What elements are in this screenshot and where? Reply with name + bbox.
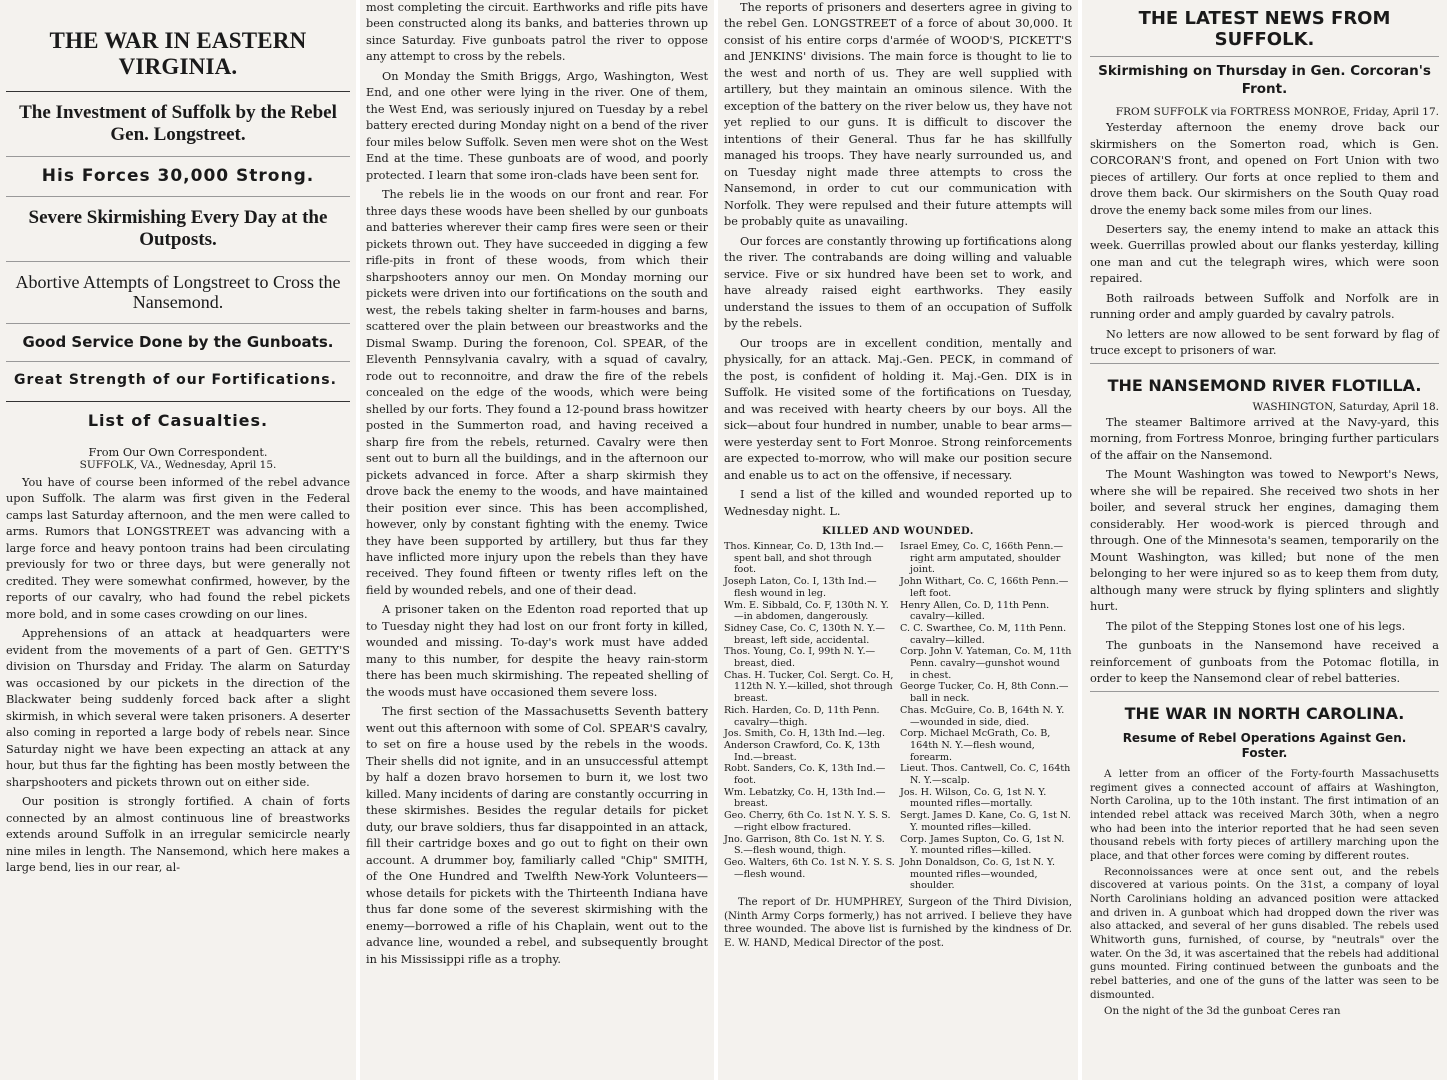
article-body	[366, 0, 708, 968]
article-body	[6, 475, 350, 877]
paragraph: Deserters say, the enemy intend to make an attack this week. Guerrillas prowled about our flanks yesterday, killing one man and cut the telegraph wires, which were soon repaired.	[1090, 223, 1439, 286]
byline: From Our Own Correspondent.	[88, 445, 268, 459]
article-body	[1090, 415, 1439, 688]
casualty-entry: Thos. Young, Co. I, 99th N. Y.—breast, died.	[724, 646, 876, 670]
casualty-entry: Chas. H. Tucker, Col. Sergt. Co. H, 112th N. Y.—killed, shot through breast.	[724, 669, 894, 705]
paragraph: Both railroads between Suffolk and Norfolk are in running order and amply guarded by cavalry patrols.	[1090, 291, 1439, 322]
casualty-entry: Israel Emey, Co. C, 166th Penn.—right arm amputated, shoulder joint.	[900, 541, 1064, 576]
casualty-list-title: KILLED AND WOUNDED.	[822, 526, 974, 538]
article-footnote	[724, 896, 1072, 951]
paragraph: The gunboats in the Nansemond have received a reinforcement of gunboats from the Potomac flotilla, in order to keep the Nansemond clear of rebel batteries.	[1090, 639, 1439, 686]
paragraph: On the night of the 3d the gunboat Ceres ran	[1104, 1004, 1341, 1017]
deck-forces: His Forces 30,000 Strong.	[6, 157, 350, 198]
column-1	[0, 0, 356, 1080]
column-4	[1082, 0, 1447, 1080]
paragraph: Reconnoissances were at once sent out, and the rebels discovered at various points. On the 31st, a company of loyal North Carolinians holding an advanced position were attacked and driven in. A gunboat which had dropped down the river was also attacked, and several of her guns disabled. The rebels used Whitworth guns, furnished, of course, by "neutrals" over the water. On the 3d, it was ascertained that the rebels had additional guns mounted. Firing continued between the gunboats and the rebel batteries, and one of the guns of the latter was seen to be dismounted.	[1090, 865, 1439, 1001]
north-carolina-headline: THE WAR IN NORTH CAROLINA.	[1090, 691, 1439, 729]
deck-skirmishing: Severe Skirmishing Every Day at the Outposts.	[6, 197, 350, 262]
casualty-entry: John Withart, Co. C, 166th Penn.—left foot.	[900, 576, 1069, 599]
casualty-entry: Geo. Cherry, 6th Co. 1st N. Y. S. S.—right elbow fractured.	[724, 810, 891, 833]
casualty-entry: Anderson Crawford, Co. K, 13th Ind.—breast.	[724, 739, 881, 763]
deck-fortifications: Great Strength of our Fortifications.	[6, 362, 350, 401]
deck-gunboats: Good Service Done by the Gunboats.	[6, 324, 350, 362]
casualty-entry: Geo. Walters, 6th Co. 1st N. Y. S. S.—flesh wound.	[724, 857, 895, 880]
deck-investment: The Investment of Suffolk by the Rebel Gen. Longstreet.	[6, 92, 350, 157]
casualty-entry: Jno. Garrison, 8th Co. 1st N. Y. S. S.—flesh wound, thigh.	[724, 833, 885, 857]
casualty-entry: C. C. Swarthee, Co. M, 11th Penn. cavalry—killed.	[900, 622, 1067, 646]
casualty-column-right	[900, 541, 1072, 892]
casualty-entry: Wm. Lebatzky, Co. H, 13th Ind.—breast.	[724, 786, 886, 810]
main-headline: THE WAR IN EASTERN VIRGINIA.	[6, 4, 350, 92]
article-body	[1090, 768, 1439, 1018]
casualty-entry: Sidney Case, Co. C, 130th N. Y.—breast, left side, accidental.	[724, 622, 886, 646]
column-3	[718, 0, 1078, 1080]
paragraph: The report of Dr. HUMPHREY, Surgeon of the Third Division, (Ninth Army Corps formerly,) has not arrived. I believe they have three wounded. The above list is furnished by the kindness of Dr. E. W. HAND, Medical Director of the post.	[724, 896, 1072, 950]
casualty-entry: John Donaldson, Co. G, 1st N. Y. mounted rifles—wounded, shoulder.	[900, 857, 1056, 892]
paragraph: I send a list of the killed and wounded reported up to Wednesday night. L.	[724, 488, 1072, 518]
casualty-entry: Corp. Michael McGrath, Co. B, 164th N. Y.—flesh wound, forearm.	[900, 728, 1051, 763]
paragraph: The steamer Baltimore arrived at the Navy-yard, this morning, from Fortress Monroe, bringing further particulars of the affair on the Nansemond.	[1090, 415, 1439, 462]
flotilla-headline: THE NANSEMOND RIVER FLOTILLA.	[1090, 363, 1439, 401]
paragraph: most completing the circuit. Earthworks and rifle pits have been constructed along its banks, and batteries thrown up since Saturday. Five gunboats patrol the river to oppose any attempt to cross by the rebels.	[366, 1, 708, 64]
article-body	[724, 0, 1072, 520]
paragraph: Our troops are in excellent condition, mentally and physically, for an attack. Maj.-Gen. PECK, in command of the post, is confident of holding it. Maj.-Gen. DIX is in Suffolk. He visited some of the fortifications on Tuesday, and was received with hearty cheers by our boys. All the sick—about four hundred in number, unable to bear arms—were yesterday sent to Fort Monroe. Strong reinforcements are expected to-morrow, who will make our position secure and enable us to act on the offensive, if necessary.	[724, 336, 1072, 482]
paragraph: You have of course been informed of the rebel advance upon Suffolk. The alarm was first given in the Federal camps last Saturday afternoon, and the men were called to arms. Rumors that LONGSTREET was advancing with a large force and heavy pontoon trains had been circulating previously for two or three days, but were generally not credited. They were somewhat confirmed, however, by the reports of our cavalry, who had found the rebel pickets more bold, and in some cases crowding on our lines.	[6, 475, 350, 621]
column-2	[360, 0, 714, 1080]
casualty-entry: Thos. Kinnear, Co. D, 13th Ind.—spent ball, and shot through foot.	[724, 541, 884, 576]
casualty-entry: Jos. Smith, Co. H, 13th Ind.—leg.	[724, 728, 886, 740]
casualty-column-left	[724, 541, 896, 892]
latest-news-headline: THE LATEST NEWS FROM SUFFOLK.	[1090, 4, 1439, 57]
paragraph: A letter from an officer of the Forty-fourth Massachusetts regiment gives a connected account of affairs at Washington, North Carolina, up to the 10th instant. The first intimation of an intended rebel attack was received March 30th, when a negro who had been into the interior reported that he had seen seven thousand rebels with forty pieces of artillery marching upon the place, and that other forces were coming by different routes.	[1090, 767, 1439, 862]
casualty-entry: Lieut. Thos. Cantwell, Co. C, 164th N. Y.—scalp.	[900, 763, 1071, 787]
casualty-list	[724, 541, 1072, 892]
paragraph: The Mount Washington was towed to Newport's News, where she will be repaired. She received two shots in her boiler, and several struck her engines, damaging them considerably. Her wood-work is pierced through and through. One of the Minnesota's seamen, temporarily on the Mount Washington, was killed; but none of the men belonging to her were injured so as to keep them from duty, although many were struck by flying splinters and slightly hurt.	[1090, 468, 1439, 614]
casualty-entry: Rich. Harden, Co. D, 11th Penn. cavalry—thigh.	[724, 704, 880, 728]
paragraph: No letters are now allowed to be sent forward by flag of truce except to prisoners of war.	[1090, 327, 1439, 358]
dateline: SUFFOLK, VA., Wednesday, April 15.	[79, 458, 277, 471]
north-carolina-subhead: Resume of Rebel Operations Against Gen. Foster.	[1122, 730, 1407, 761]
casualty-entry: Corp. James Supton, Co. G, 1st N. Y. mounted rifles—killed.	[900, 833, 1065, 857]
paragraph: The rebels lie in the woods on our front and rear. For three days these woods have been shelled by our gunboats and batteries wherever their camp fires were seen or their pickets thrown out. They have succeeded in digging a few rifle-pits in front of these woods, from which their sharpshooters annoy our men. On Monday morning our pickets were driven into our fortifications on the south and west, the rebels taking shelter in farm-houses and barns, scattered over the plain between our breastworks and the Dismal Swamp. During the forenoon, Col. SPEAR, of the Eleventh Pennsylvania cavalry, with a squad of cavalry, rode out to reconnoitre, and draw the fire of the rebels concealed on the edge of the woods, which were being shelled by our forts. They found a 12-pound brass howitzer posted in the Summerton road, and having received a sharp fire from the rebels, returned. Cavalry were then sent out to burn all the buildings, and in the afternoon our pickets advanced in force. After a sharp skirmish they drove back the enemy to the woods, and have maintained their position ever since. This has been accomplished, however, only by constant fighting with the enemy. Twice they have been supported by artillery, but thus far they have inflicted more injury upon the rebels than they have received. They found fifteen or twenty rifles left on the field by wounded rebels, and one of their dead.	[366, 188, 708, 597]
paragraph: A prisoner taken on the Edenton road reported that up to Tuesday night they had lost on our front forty in killed, wounded and missing. To-day's work must have added many to this number, for despite the heavy rain-storm there has been much skirmishing. The repeated shelling of the woods must have occasioned them severe loss.	[366, 603, 708, 699]
paragraph: The first section of the Massachusetts Seventh battery went out this afternoon with some of Col. SPEAR'S cavalry, to set on fire a house used by the rebels in the woods. Their shells did not ignite, and in an unsuccessful attempt by half a dozen bravo horsemen to burn it, we lost two killed. Many incidents of daring are constantly occurring in these skirmishes. Besides the regular details for picket duty, our brave soldiers, thus far disappointed in an attack, fill their cartridge boxes and go out to fight on their own account. A drummer boy, familiarly called "Chip" SMITH, of the One Hundred and Twelfth New-York Volunteers—whose details for pickets with the Thirteenth Indiana have thus far done some of the severest skirmishing with the enemy—borrowed a rifle of his Chaplain, went out to the advance line, wounded a rebel, and subsequently brought in his Mississippi rifle as a trophy.	[366, 705, 708, 966]
deck-casualties: List of Casualties.	[87, 410, 269, 430]
casualty-entry: Chas. McGuire, Co. B, 164th N. Y.—wounded in side, died.	[900, 704, 1065, 728]
latest-news-subhead: Skirmishing on Thursday in Gen. Corcoran's Front.	[1098, 63, 1431, 97]
casualty-entry: George Tucker, Co. H, 8th Conn.—ball in neck.	[900, 681, 1069, 705]
dateline: FROM SUFFOLK via FORTRESS MONROE, Friday, April 17.	[1115, 106, 1439, 119]
paragraph: Our position is strongly fortified. A chain of forts connected by an almost continuous line of breastworks extends around Suffolk in an irregular semicircle nearly nine miles in length. The Nansemond, which here makes a large bend, lies in our rear, al-	[6, 795, 350, 875]
paragraph: On Monday the Smith Briggs, Argo, Washington, West End, and one other were lying in the river. One of them, the West End, was seriously injured on Tuesday by a rebel battery erected during Monday night on a bend of the river four miles below Suffolk. Seven men were shot on the West End at the time. These gunboats are of wood, and poorly protected. I learn that some iron-clads have been sent for.	[366, 69, 708, 182]
paragraph: Our forces are constantly throwing up fortifications along the river. The contrabands are doing willing and valuable service. Five or six hundred have been set to work, and have already raised eight earthworks. They easily understand the issues to them of an occupation of Suffolk by the rebels.	[724, 234, 1072, 331]
casualty-entry: Jos. H. Wilson, Co. G, 1st N. Y. mounted rifles—mortally.	[900, 786, 1047, 810]
casualty-entry: Robt. Sanders, Co. K, 13th Ind.—foot.	[724, 763, 886, 787]
paragraph: Apprehensions of an attack at headquarters were evident from the movements of a part of Gen. GETTY'S division on Thursday and Friday. The alarm on Saturday was occasioned by our pickets in the direction of the Blackwater being suddenly forced back after a slight skirmish, in which several were taken prisoners. A deserter also coming in reported a large body of rebels near. Since Saturday night we have been expecting an attack at any hour, but thus far the fighting has been mostly between the sharpshooters and pickets thrown out on either side.	[6, 627, 350, 789]
paragraph: The reports of prisoners and deserters agree in giving to the rebel Gen. LONGSTREET of a force of about 30,000. It consist of his entire corps d'armée of WOOD'S, PICKETT'S and JENKINS' divisions. The main force is thought to lie to the west and north of us. They are well supplied with artillery, but they maintain an ominous silence. With the exception of the battery on the river below us, they have not yet replied to our guns. It is difficult to discover the intentions of their General. Thus far he has skillfully managed his troops. They have nearly surrounded us, and on Tuesday night made three attempts to cross the Nansemond, in order to cut our communication with Norfolk. They were repulsed and their future attempts will be probably quite as unavailing.	[724, 1, 1072, 229]
article-body	[1090, 120, 1439, 360]
casualty-entry: Joseph Laton, Co. I, 13th Ind.—flesh wound in leg.	[724, 576, 877, 599]
deck-abortive: Abortive Attempts of Longstreet to Cross the Nansemond.	[6, 262, 350, 324]
paragraph: Yesterday afternoon the enemy drove back our skirmishers on the Somerton road, which is Gen. CORCORAN'S front, and opened on Fort Union with two pieces of artillery. Our forts at once replied to them and drove them back. Our skirmishers on the South Quay road drove the enemy back some miles from our lines.	[1090, 121, 1439, 217]
casualty-entry: Sergt. James D. Kane, Co. G, 1st N. Y. mounted rifles—killed.	[900, 810, 1071, 833]
paragraph: The pilot of the Stepping Stones lost one of his legs.	[1106, 619, 1406, 633]
dateline: WASHINGTON, Saturday, April 18.	[1252, 400, 1439, 413]
casualty-entry: Henry Allen, Co. D, 11th Penn. cavalry—killed.	[900, 599, 1050, 623]
casualty-entry: Corp. John V. Yateman, Co. M, 11th Penn. cavalry—gunshot wound in chest.	[900, 646, 1072, 681]
casualty-entry: Wm. E. Sibbald, Co. F, 130th N. Y.—in abdomen, dangerously.	[724, 599, 889, 623]
